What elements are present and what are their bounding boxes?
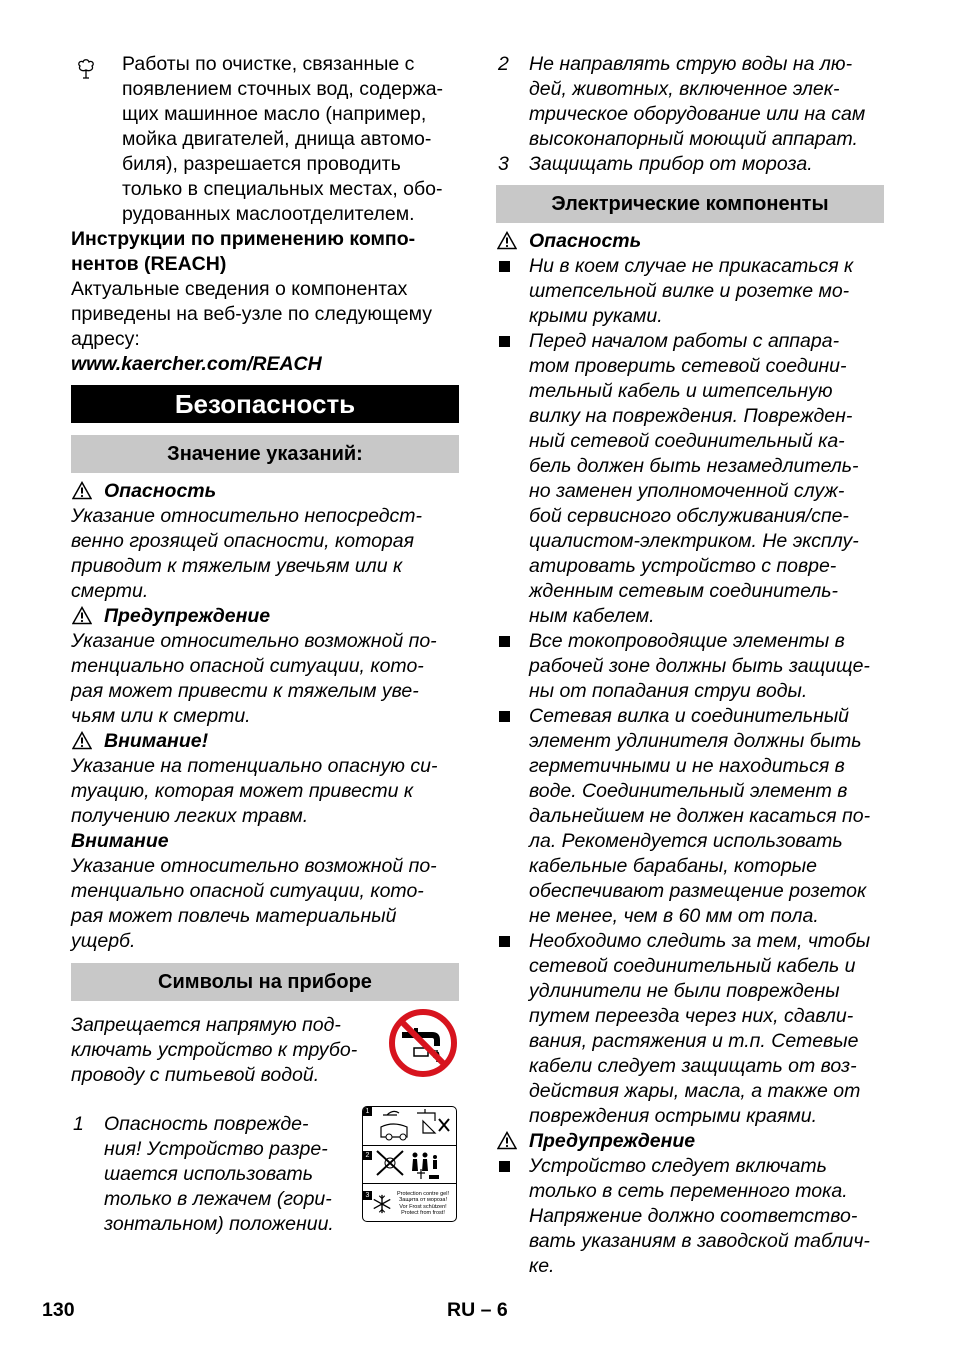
text-line: только в сеть переменного тока. bbox=[529, 1180, 848, 1202]
text-line: Запрещается напрямую под- bbox=[71, 1014, 341, 1036]
reach-text-line: приведены на веб-узле по следующему bbox=[71, 303, 433, 325]
sticker-row-2 bbox=[363, 1145, 456, 1184]
warning-triangle-icon bbox=[72, 731, 92, 750]
snowflake-icon bbox=[371, 1193, 393, 1215]
reach-heading bbox=[71, 227, 459, 277]
text-line: атировать устройство с повре- bbox=[529, 555, 837, 577]
reach-text-line: Актуальные сведения о компонентах bbox=[71, 278, 408, 300]
text-line: Перед началом работы с аппара- bbox=[529, 330, 840, 352]
text-line: тенциально опасной ситуации, кото- bbox=[71, 655, 424, 677]
warning-triangle-icon bbox=[72, 481, 92, 500]
bullet-square-icon bbox=[499, 1161, 510, 1172]
environment-tree-icon bbox=[75, 58, 97, 80]
page-code: RU – 6 bbox=[447, 1299, 508, 1321]
text-line: получению легких травм. bbox=[71, 805, 309, 827]
sticker-row-1 bbox=[363, 1107, 456, 1146]
text-line: Указание относительно возможной по- bbox=[71, 630, 437, 652]
reach-text bbox=[71, 277, 459, 352]
text-line: тельный кабель и штепсельную bbox=[529, 380, 833, 402]
caution-text bbox=[71, 754, 459, 829]
symbol-no-drinking-water bbox=[71, 1013, 459, 1093]
sticker-number: 1 bbox=[363, 1107, 372, 1116]
danger-heading bbox=[496, 229, 884, 254]
text-line: шается использовать bbox=[104, 1163, 314, 1185]
text-line: герметичными и не находиться в bbox=[529, 755, 845, 777]
text-line: том проверить сетевой соедини- bbox=[529, 355, 847, 377]
item-3 bbox=[496, 152, 884, 177]
reach-url[interactable]: www.kaercher.com/REACH bbox=[71, 353, 322, 375]
text-line: рабочей зоне должны быть защище- bbox=[529, 655, 870, 677]
danger-text bbox=[71, 504, 459, 604]
warning-triangle-icon bbox=[497, 231, 517, 250]
bullet-item bbox=[496, 629, 884, 704]
text-line: ла. Рекомендуется использовать bbox=[529, 830, 843, 852]
sticker-number: 2 bbox=[363, 1151, 372, 1160]
text-line: воде. Соединительный элемент в bbox=[529, 780, 848, 802]
text-line: Указание относительно возможной по- bbox=[71, 855, 437, 877]
text-line: только в лежачем (гори- bbox=[104, 1188, 332, 1210]
device-label-sticker-icon bbox=[362, 1106, 457, 1222]
text-line: кабели следует защищать от воз- bbox=[529, 1055, 857, 1077]
danger-label: Опасность bbox=[104, 480, 217, 502]
item-2 bbox=[496, 52, 884, 152]
text-line: Сетевая вилка и соединительный bbox=[529, 705, 850, 727]
notes-subheader: Значение указаний: bbox=[71, 435, 459, 473]
text-line: Не направлять струю воды на лю- bbox=[529, 53, 853, 75]
frost-line: Protect from frost! bbox=[401, 1209, 445, 1216]
text-line: кабельные барабаны, которые bbox=[529, 855, 818, 877]
frost-line: Protection contre gel! bbox=[397, 1191, 449, 1197]
text-line: сетевой соединительный кабель и bbox=[529, 955, 856, 977]
env-line: биля), разрешается проводить bbox=[122, 153, 401, 175]
bullet-square-icon bbox=[499, 936, 510, 947]
frost-text bbox=[393, 1191, 453, 1216]
bullet-square-icon bbox=[499, 336, 510, 347]
text-line: Указание на потенциально опасную си- bbox=[71, 755, 438, 777]
no-spray-people-icon bbox=[363, 1145, 455, 1183]
bullet-item bbox=[496, 254, 884, 329]
left-column bbox=[71, 52, 459, 1237]
text-line: не менее, чем в 60 мм от пола. bbox=[529, 905, 819, 927]
text-line: чьям или к смерти. bbox=[71, 705, 251, 727]
text-line: бой сервисного обслуживания/спе- bbox=[529, 505, 849, 527]
text-line: крыми руками. bbox=[529, 305, 663, 327]
env-line: появлением сточных вод, содержа- bbox=[122, 78, 444, 100]
text-line: Ни в коем случае не прикасаться к bbox=[529, 255, 854, 277]
text-line: Устройство следует включать bbox=[529, 1155, 827, 1177]
item-number: 2 bbox=[498, 53, 509, 75]
warning-label: Предупреждение bbox=[104, 605, 271, 627]
horizontal-position-icon bbox=[363, 1107, 455, 1145]
warning-triangle-icon bbox=[72, 606, 92, 625]
text-line: ущерб. bbox=[71, 930, 136, 952]
warning-heading bbox=[71, 604, 459, 629]
text-line: циалистом-электриком. Не эксплу- bbox=[529, 530, 859, 552]
text-line: смерти. bbox=[71, 580, 149, 602]
text-line: Все токопроводящие элементы в bbox=[529, 630, 845, 652]
text-line: действия жары, масла, а также от bbox=[529, 1080, 861, 1102]
text-line: ным кабелем. bbox=[529, 605, 655, 627]
frost-line: Защита от мороза! bbox=[398, 1197, 447, 1204]
text-line: жденным сетевым соединитель- bbox=[529, 580, 839, 602]
text-line: путем переезда через них, сдавли- bbox=[529, 1005, 854, 1027]
text-line: Защищать прибор от мороза. bbox=[529, 153, 813, 175]
text-line: штепсельной вилке и розетке мо- bbox=[529, 280, 850, 302]
bullet-item bbox=[496, 329, 884, 629]
electrical-subheader: Электрические компоненты bbox=[496, 185, 884, 223]
text-line: приводит к тяжелым увечьям или к bbox=[71, 555, 403, 577]
caution-heading bbox=[71, 729, 459, 754]
text-line: вать указаниям в заводской таблич- bbox=[529, 1230, 870, 1252]
warning-label: Предупреждение bbox=[529, 1130, 696, 1152]
right-column bbox=[496, 52, 884, 1279]
frost-line: Vor Frost schützen! bbox=[399, 1203, 447, 1210]
text-line: ны от попадания струи воды. bbox=[529, 680, 808, 702]
bullet-square-icon bbox=[499, 261, 510, 272]
text-line: тенциально опасной ситуации, кото- bbox=[71, 880, 424, 902]
bullet-item bbox=[496, 1154, 884, 1279]
section-title-safety: Безопасность bbox=[71, 385, 459, 423]
no-drinking-water-connection-icon bbox=[388, 1008, 458, 1078]
text-line: вилку на повреждения. Поврежден- bbox=[529, 405, 853, 427]
text-line: Указание относительно непосредст- bbox=[71, 505, 422, 527]
text-line: туацию, которая может привести к bbox=[71, 780, 414, 802]
warning-text bbox=[71, 629, 459, 729]
page-number: 130 bbox=[42, 1299, 75, 1321]
bullet-square-icon bbox=[499, 636, 510, 647]
item-number: 1 bbox=[73, 1113, 84, 1135]
text-line: обеспечивают размещение розеток bbox=[529, 880, 867, 902]
text-line: Напряжение должно соответство- bbox=[529, 1205, 858, 1227]
env-line: мойка двигателей, днища автомо- bbox=[122, 128, 432, 150]
danger-heading bbox=[71, 479, 459, 504]
symbols-subheader: Символы на приборе bbox=[71, 963, 459, 1001]
text-line: Опасность поврежде- bbox=[104, 1113, 309, 1135]
env-line: Работы по очистке, связанные с bbox=[122, 53, 415, 75]
text-line: удлинители не были повреждены bbox=[529, 980, 840, 1002]
reach-text-line: адресу: bbox=[71, 328, 140, 350]
text-line: вания, растяжения и т.п. Сетевые bbox=[529, 1030, 859, 1052]
warning-triangle-icon bbox=[497, 1131, 517, 1150]
env-line: только в специальных местах, обо- bbox=[122, 178, 443, 200]
env-line: щих машинное масло (например, bbox=[122, 103, 427, 125]
text-line: рая может повлечь материальный bbox=[71, 905, 397, 927]
symbol-item-1 bbox=[71, 1108, 459, 1237]
attention-text bbox=[71, 854, 459, 954]
text-line: дальнейшем не должен касаться по- bbox=[529, 805, 871, 827]
attention-heading: Внимание bbox=[71, 830, 169, 852]
text-line: ный сетевой соединительный ка- bbox=[529, 430, 845, 452]
text-line: зонтальном) положении. bbox=[104, 1213, 334, 1235]
text-line: элемент удлинителя должны быть bbox=[529, 730, 862, 752]
text-line: повреждения острыми краями. bbox=[529, 1105, 818, 1127]
sticker-number: 3 bbox=[363, 1191, 372, 1200]
text-line: но заменен уполномоченной служ- bbox=[529, 480, 845, 502]
text-line: трическое оборудование или на сам bbox=[529, 103, 866, 125]
danger-label: Опасность bbox=[529, 230, 642, 252]
text-line: бель должен быть незамедлитель- bbox=[529, 455, 859, 477]
reach-heading-line: Инструкции по применению компо- bbox=[71, 228, 416, 250]
reach-heading-line: нентов (REACH) bbox=[71, 253, 227, 275]
bullet-item bbox=[496, 929, 884, 1129]
caution-label: Внимание! bbox=[104, 730, 209, 752]
bullet-item bbox=[496, 704, 884, 929]
text-line: ке. bbox=[529, 1255, 555, 1277]
text-line: рая может привести к тяжелым уве- bbox=[71, 680, 419, 702]
item-number: 3 bbox=[498, 153, 509, 175]
text-line: ния! Устройство разре- bbox=[104, 1138, 328, 1160]
text-line: ключать устройство к трубо- bbox=[71, 1039, 358, 1061]
warning-heading bbox=[496, 1129, 884, 1154]
bullet-square-icon bbox=[499, 711, 510, 722]
text-line: венно грозящей опасности, которая bbox=[71, 530, 415, 552]
text-line: проводу с питьевой водой. bbox=[71, 1064, 320, 1086]
sticker-row-3 bbox=[363, 1183, 456, 1222]
environment-note bbox=[71, 52, 459, 227]
text-line: Необходимо следить за тем, чтобы bbox=[529, 930, 871, 952]
text-line: дей, животных, включенное элек- bbox=[529, 78, 840, 100]
text-line: высоконапорный моющий аппарат. bbox=[529, 128, 858, 150]
env-line: рудованных маслоотделителем. bbox=[122, 203, 415, 225]
